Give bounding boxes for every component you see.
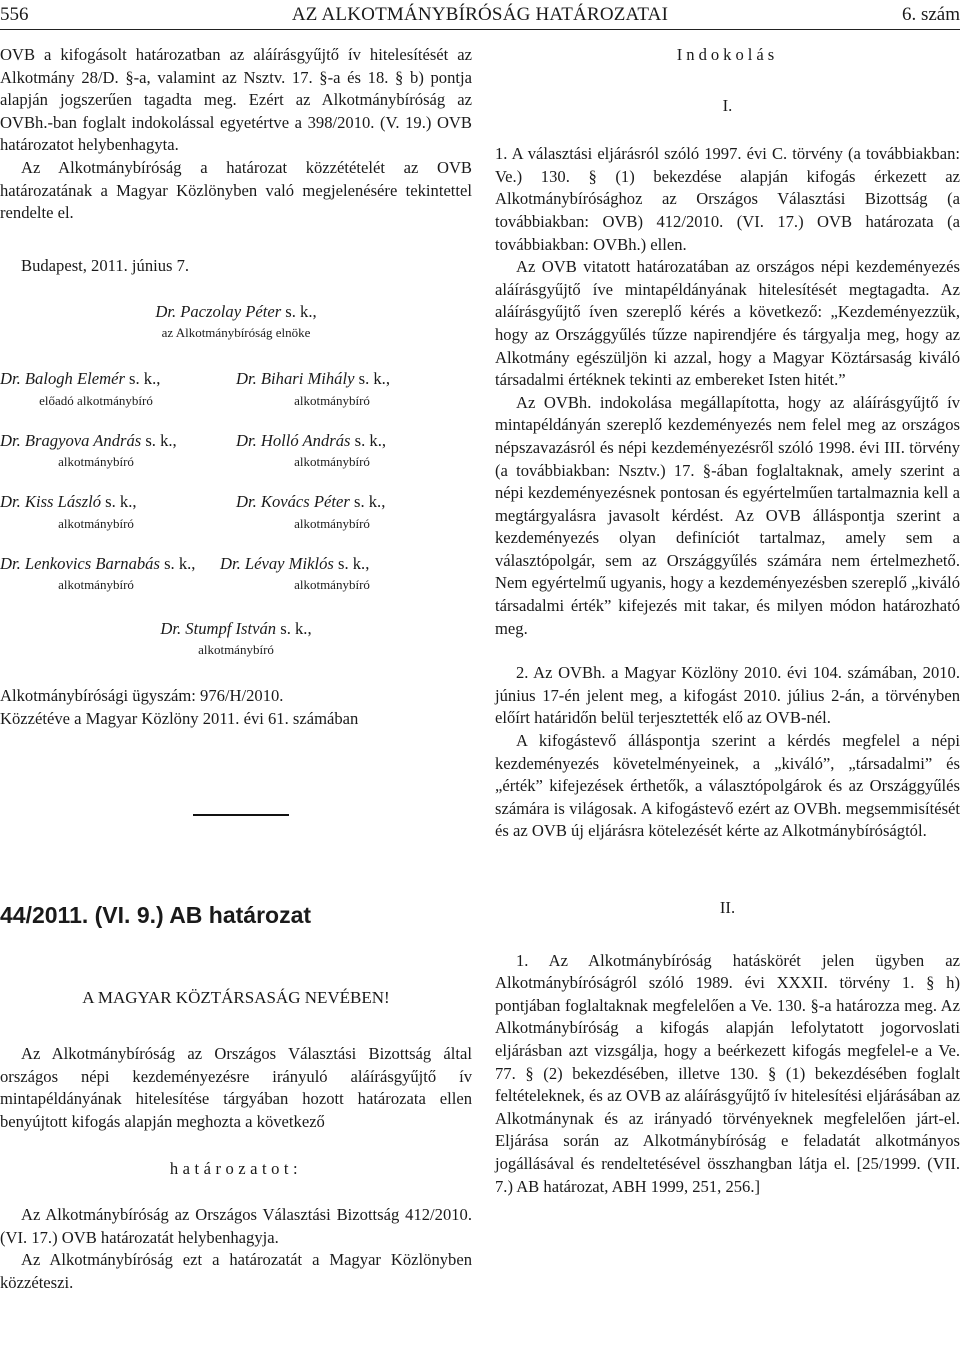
paragraph: Az OVB vitatott határozatában az országos népi kezdeményezés aláírásgyűjtő íve mintapéldányának hitelesítését megtagadta. Az aláírásgyűjtő íven szereplő kérés a következő: „Kezdeményezzük, hogy az Országgyűlés tűzze napirendjére és tárgyalja meg, hogy az Alkotmány egészüljön ki azzal, hogy a Magyar Köztársaság kiváló társadalmi értéknek tekinti az embereket Isten hitét.” <box>495 257 960 390</box>
running-title: AZ ALKOTMÁNYBÍRÓSÁG HATÁROZATAI <box>291 4 669 25</box>
signer-role: alkotmánybíró <box>58 577 134 593</box>
publication-note: Közzétéve a Magyar Közlöny 2011. évi 61. számában <box>0 708 359 728</box>
signer-suffix: s. k., <box>350 430 386 450</box>
signer-name: Dr. Kovács Péter <box>236 492 350 512</box>
signer-name: Dr. Holló András <box>236 430 351 450</box>
paragraph: 1. A választási eljárásról szóló 1997. évi C. törvény (a továbbiakban: Ve.) 130. § (1) bekezdése alapján kifogás érkezett az Alkotmánybírósághoz az Országos Választási Bizottság (a továbbiakban: OVB) 412/2010. (VI. 17.) OVB határozata (a továbbiakban: OVBh.) ellen. <box>495 144 960 254</box>
intro-paragraph: Az Alkotmánybíróság az Országos Választási Bizottság által országos népi kezdeményezésre irányuló aláírásgyűjtő ív mintapéldányának hitelesítése tárgyában hozott határozata ellen benyújtott kifogás alapján meghozta a következő <box>0 1044 472 1132</box>
signature-row <box>0 491 472 533</box>
signer-role: alkotmánybíró <box>58 454 134 470</box>
signer-role: alkotmánybíró <box>294 515 370 531</box>
place-date: Budapest, 2011. június 7. <box>21 255 190 275</box>
signer-name: Dr. Stumpf István <box>160 619 277 639</box>
nation-heading: A MAGYAR KÖZTÁRSASÁG NEVÉBEN! <box>82 987 390 1007</box>
signature <box>236 491 472 533</box>
signer-role: előadó alkotmánybíró <box>39 392 153 408</box>
signer-suffix: s. k., <box>349 492 386 512</box>
signature-row <box>0 368 472 410</box>
president-signature <box>0 301 472 342</box>
signer-name: Dr. Paczolay Péter <box>155 302 282 322</box>
paragraph: OVB a kifogásolt határozatban az aláírásgyűjtő ív hitelesítését az Alkotmány 28/D. §-a, valamint az Nsztv. 17. §-a és 18. § b) pontja alapján jogszerűen tagadta meg. Ezért az Alkotmánybíróság az OVBh.-ban foglalt indokolással egyetértve a 398/2010. (V. 19.) OVB határozatot helybenhagyta. <box>0 45 472 155</box>
signer-suffix: s. k., <box>281 302 317 322</box>
paragraph: Az Alkotmánybíróság a határozat közzétételét az OVB határozatának a Magyar Közlönyben való megjelenésére tekintettel rendelte el. <box>0 157 472 223</box>
page-number: 556 <box>0 4 29 25</box>
signer-name: Dr. Balogh Elemér <box>0 368 125 388</box>
signer-name: Dr. Lenkovics Barnabás <box>0 553 160 573</box>
signer-role: alkotmánybíró <box>294 454 370 470</box>
signature <box>220 553 456 595</box>
reasoning-heading: Indokolás <box>676 45 779 64</box>
header-rule <box>0 29 960 30</box>
ruling-title: 44/2011. (VI. 9.) AB határozat <box>0 902 312 929</box>
divider-rule <box>193 814 289 816</box>
page-header <box>0 0 960 30</box>
signer-suffix: s. k., <box>101 492 137 512</box>
paragraph: Az OVBh. indokolása megállapította, hogy az aláírásgyűjtő ív mintapéldányán szereplő kezdeményezés nem felel meg az országos népszavazásról és népi kezdeményezésről szóló 1998. évi III. törvény (a továbbiakban: Nsztv.) 17. §-ában foglaltaknak, amely szerint a népi kezdeményezésnek pontosan és egyértelműen tartalmaznia kell a megtárgyalásra javasolt kérdést. Az OVB álláspontja szerint a kezdeményezés olyan definíciót tartalmaz, amely sem a választópolgár, sem az Országgyűlés számára nem értelmezhető. Nem egyértelmű ugyanis, hogy a kezdeményezésben szereplő „kiváló társadalmi érték” kifejezés mit takar, és milyen módon határozható meg. <box>495 392 960 638</box>
signer-suffix: s. k., <box>159 553 196 573</box>
signer-role: alkotmánybíró <box>294 392 370 408</box>
signature <box>0 368 236 410</box>
signer-name: Dr. Bragyova András <box>0 430 142 450</box>
signature <box>0 430 236 472</box>
signer-name: Dr. Kiss László <box>0 492 101 512</box>
decision-paragraph: Az Alkotmánybíróság ezt a határozatát a Magyar Közlönyben közzéteszi. <box>0 1250 472 1293</box>
signer-name: Dr. Lévay Miklós <box>220 553 334 573</box>
paragraph: 2. Az OVBh. a Magyar Közlöny 2010. évi 104. számában, 2010. június 17-én jelent meg, a kifogást 2010. július 2-án, a törvényben előírt határidőn belül terjesztették elő az OVB-nél. <box>495 663 960 728</box>
signer-role: alkotmánybíró <box>294 577 370 593</box>
signature <box>0 491 236 533</box>
decision-paragraph: Az Alkotmánybíróság az Országos Választási Bizottság 412/2010. (VI. 17.) OVB határozatát helybenhagyja. <box>0 1205 472 1247</box>
signature-row <box>0 430 472 472</box>
final-signature <box>0 618 472 659</box>
signer-role: alkotmánybíró <box>58 515 134 531</box>
signature-row <box>0 553 472 595</box>
signer-name: Dr. Bihari Mihály <box>236 368 355 388</box>
signer-suffix: s. k., <box>141 430 177 450</box>
paragraph: 1. Az Alkotmánybíróság hatáskörét jelen ügyben az Alkotmánybíróságról szóló 1989. évi XXXII. törvény 1. § h) pontjában foglaltaknak megfelelően a Ve. 130. §-a határozza meg. Az Alkotmánybíróság a kifogás alapján lefolytatott jogorvoslati eljárásban azt vizsgálja, hogy a beérkezett kifogás megfelel-e a Ve. 77. § (2) bekezdésében, illetve 130. § (1) bekezdésében foglalt feltételeknek, és az OVB az aláírásgyűjtő ív hitelesítési eljárásában az Alkotmánynak és az irányadó törvényeknek megfelelően járt-el. Eljárása során az Alkotmánybíróság e feladatát alkotmányos jogállásával és rendeltetésével összhangban látja el. [25/1999. (VII. 7.) AB határozat, ABH 1999, 251, 256.] <box>495 950 960 1196</box>
signature <box>0 553 236 595</box>
right-column <box>495 44 960 1198</box>
section-heading: II. <box>719 898 736 917</box>
signer-suffix: s. k., <box>354 368 390 388</box>
signature <box>236 368 472 410</box>
section-heading: I. <box>722 95 733 115</box>
signer-suffix: s. k., <box>124 368 161 388</box>
issue-number: 6. szám <box>901 4 960 25</box>
case-number: Alkotmánybírósági ügyszám: 976/H/2010. <box>0 685 284 705</box>
signer-suffix: s. k., <box>333 553 370 573</box>
paragraph: A kifogástevő álláspontja szerint a kérdés megfelel a népi kezdeményezés követelményeinek, a „kiváló”, „társadalmi” és „érték” kifejezések érthetők, a választópolgárok és az Országgyűlés számára is világosak. A kifogástevő ezért az OVBh. megsemmisítését és az OVB új eljárásra kötelezését kérte az Alkotmánybíróságtól. <box>495 731 960 841</box>
signer-role: az Alkotmánybíróság elnöke <box>161 324 311 340</box>
signer-suffix: s. k., <box>276 619 312 639</box>
signature <box>236 430 472 472</box>
decision-heading: határozatot: <box>169 1158 303 1178</box>
signer-role: alkotmánybíró <box>198 641 274 657</box>
left-column <box>0 44 472 1295</box>
